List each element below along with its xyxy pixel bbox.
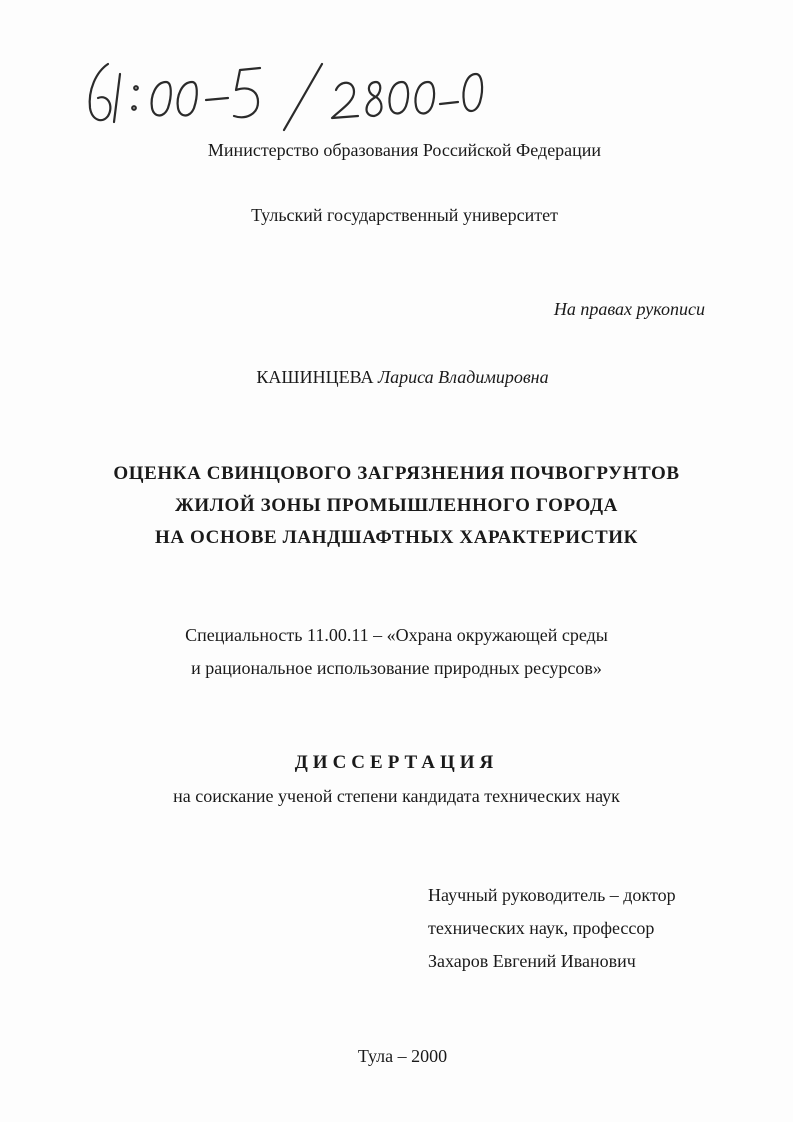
rights-note: На правах рукописи (553, 299, 705, 319)
advisor-block (428, 879, 676, 978)
thesis-title-line: ОЦЕНКА СВИНЦОВОГО ЗАГРЯЗНЕНИЯ ПОЧВОГРУНТОВ (113, 463, 680, 484)
city-year: Тула – 2000 (357, 1046, 448, 1066)
advisor-line: Захаров Евгений Иванович (428, 951, 636, 971)
university-name: Тульский государственный университет (251, 205, 558, 225)
advisor-line: технических наук, профессор (428, 918, 655, 938)
handwritten-archive-code (78, 60, 498, 140)
advisor-line: Научный руководитель – доктор (428, 885, 676, 905)
specialty-line: Специальность 11.00.11 – «Охрана окружающей среды (185, 625, 608, 645)
thesis-title-line: ЖИЛОЙ ЗОНЫ ПРОМЫШЛЕННОГО ГОРОДА (175, 495, 618, 516)
thesis-heading: ДИССЕРТАЦИЯ (294, 752, 499, 773)
author-name (6, 366, 793, 388)
thesis-subtitle: на соискание ученой степени кандидата технических наук (173, 786, 620, 806)
author-surname: КАШИНЦЕВА (256, 367, 374, 387)
thesis-title-line: НА ОСНОВЕ ЛАНДШАФТНЫХ ХАРАКТЕРИСТИК (155, 527, 638, 548)
author-given-names: Лариса Владимировна (377, 367, 549, 387)
thesis-title (0, 458, 793, 554)
ministry-name: Министерство образования Российской Федерации (207, 140, 602, 160)
specialty-line: и рациональное использование природных ресурсов» (191, 658, 602, 678)
